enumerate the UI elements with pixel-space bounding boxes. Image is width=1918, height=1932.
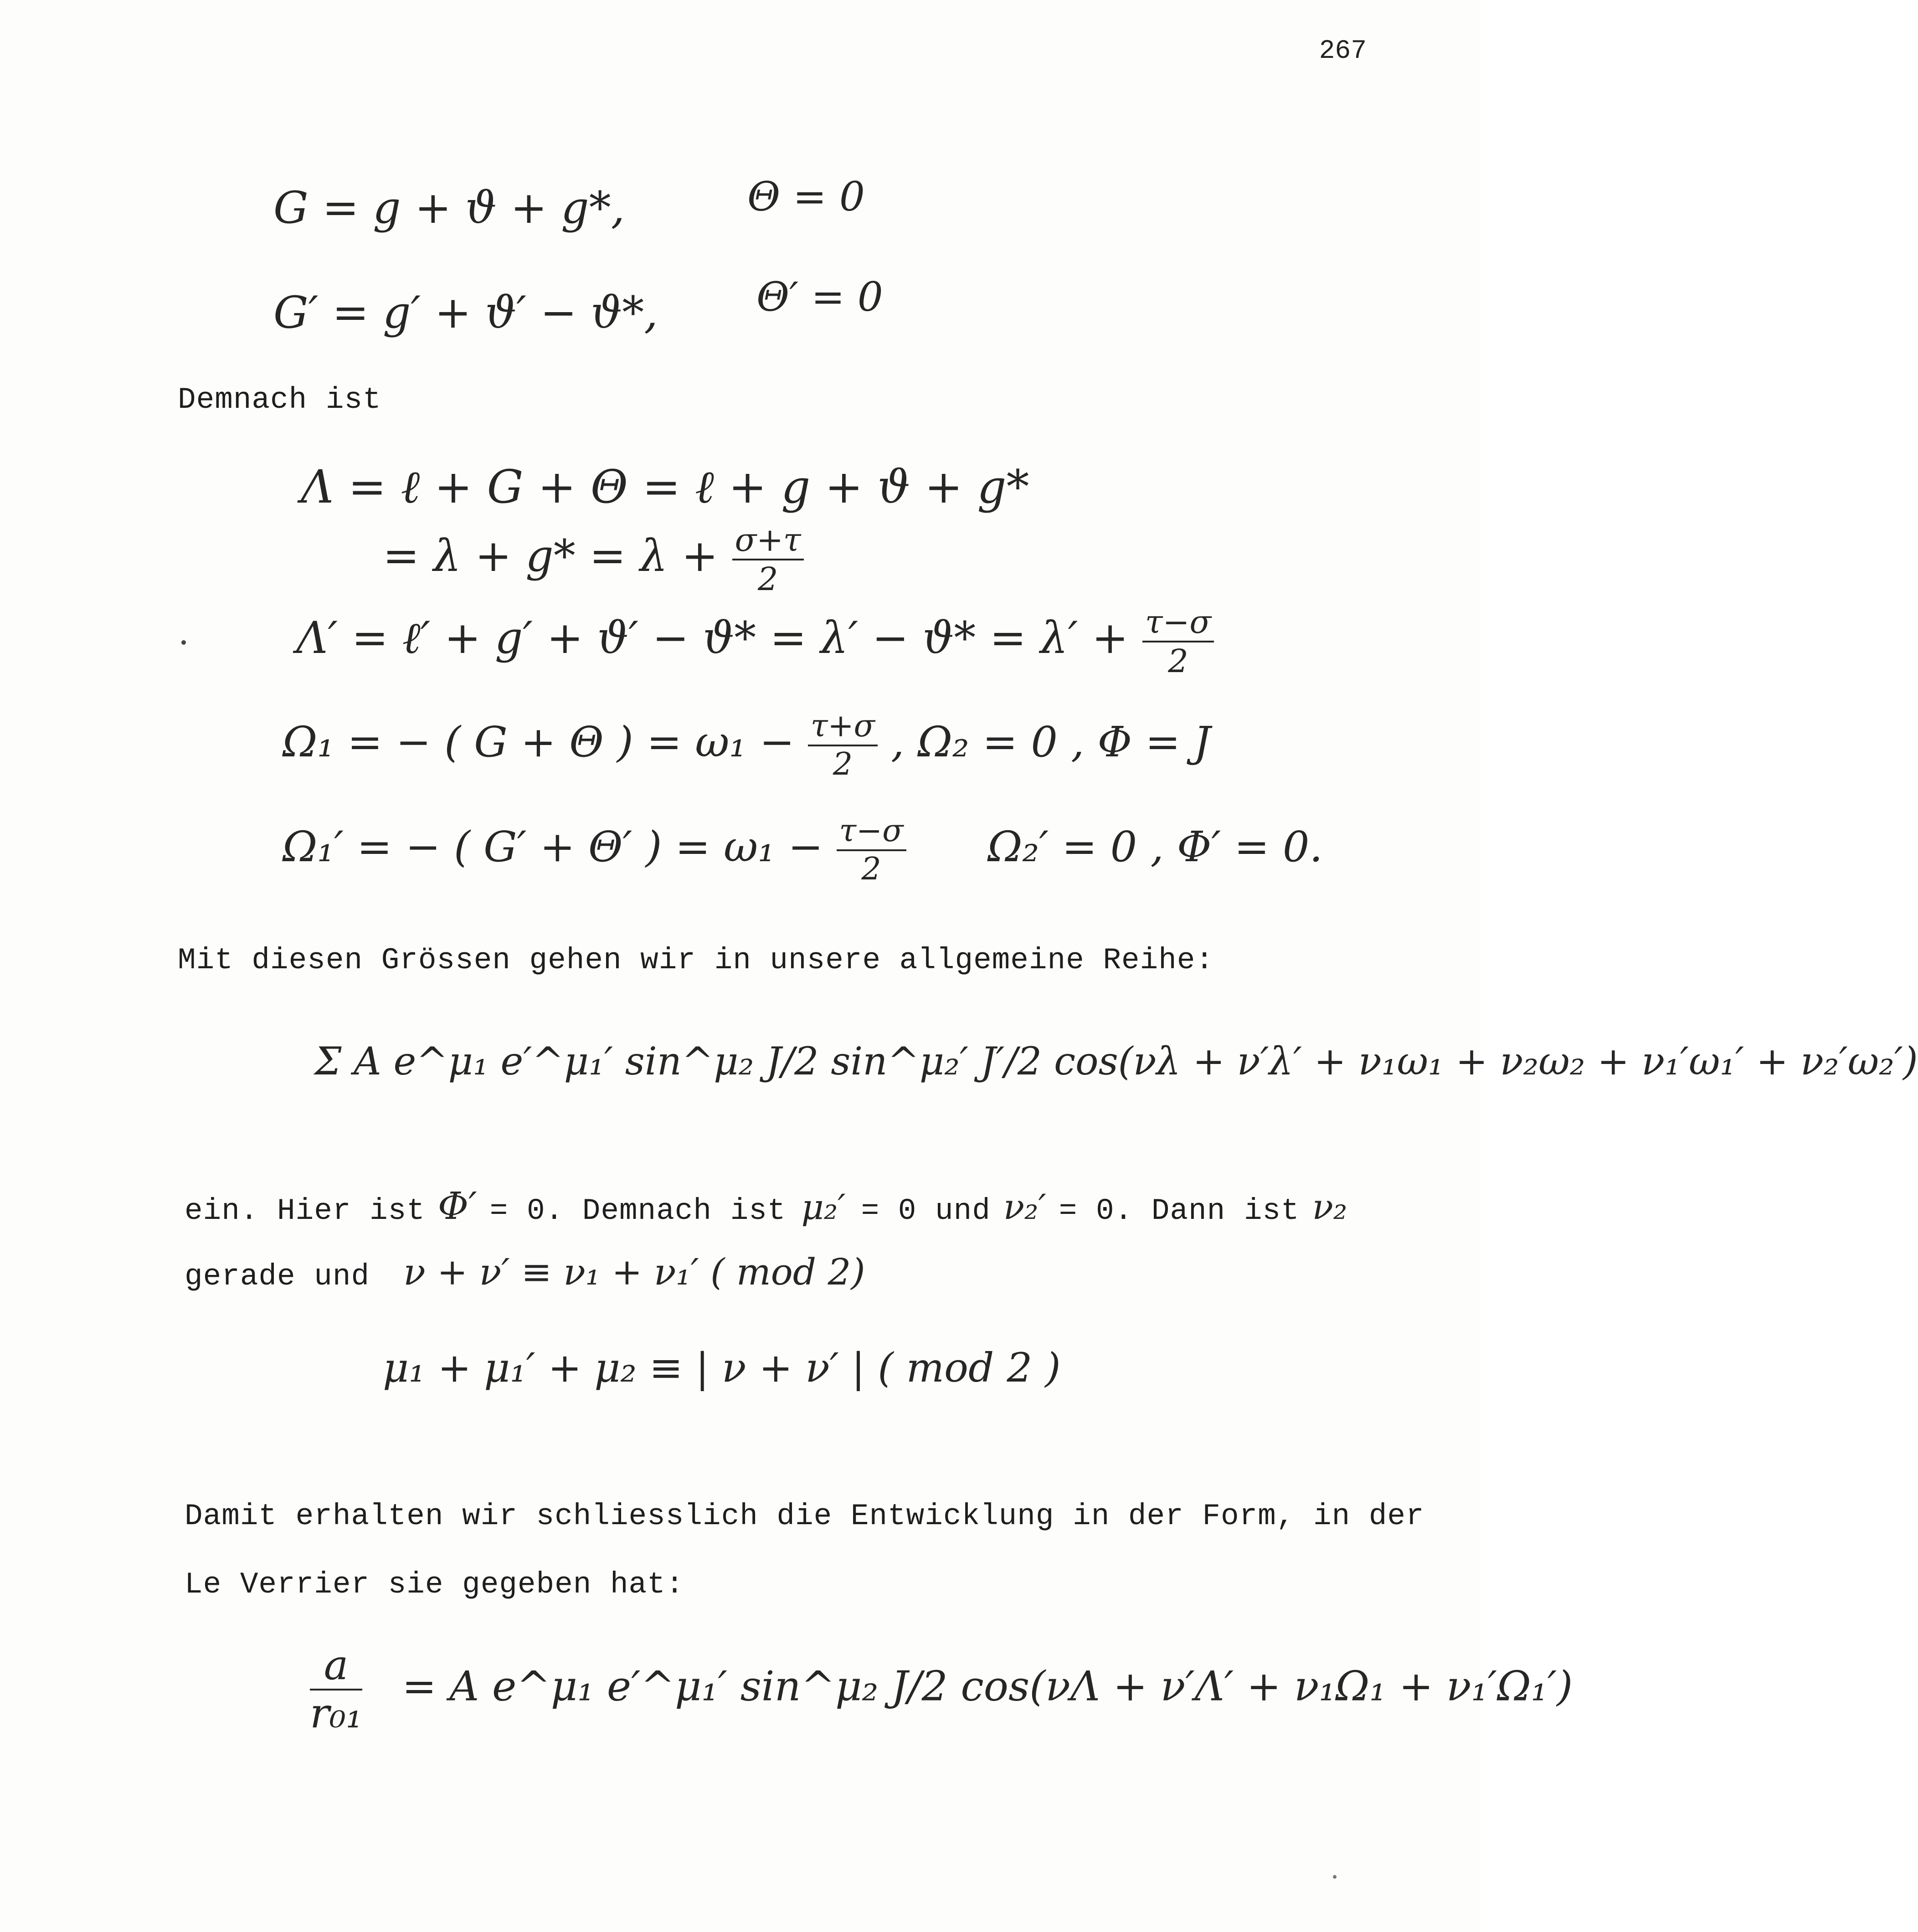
- equation-omega-one-lhs: Ω₁ = − ( G + Θ ) = ω₁ −: [283, 717, 795, 766]
- fraction-a-over-r01: [310, 1641, 363, 1737]
- equation-omega-one-rhs: , Ω₂ = 0 , Φ = J: [891, 717, 1211, 766]
- text-mit-diesen: Mit diesen Grössen gehen wir in unsere allgemeine Reihe:: [178, 943, 1214, 977]
- fraction-numerator: τ−σ: [837, 816, 906, 851]
- fraction-denominator: r₀₁: [310, 1690, 363, 1737]
- text-ein-part1: ein. Hier ist: [185, 1194, 425, 1228]
- fraction-denominator: 2: [861, 851, 881, 887]
- text-ein-part3: = 0 und: [861, 1194, 991, 1228]
- equation-lambda: Λ = ℓ + G + Θ = ℓ + g + ϑ + g*: [301, 460, 1029, 514]
- equation-omega-one-prime-rhs: Ω₂′ = 0 , Φ′ = 0.: [987, 822, 1323, 871]
- fraction-numerator: τ+σ: [808, 711, 878, 746]
- fraction-tau-minus-sigma-2: [837, 813, 906, 887]
- equation-lambda-cont: [383, 521, 804, 598]
- text-ein-part4: = 0. Dann ist: [1059, 1194, 1300, 1228]
- text-gerade-und: gerade und: [185, 1259, 370, 1294]
- hand-mu-two-prime: μ₂′: [801, 1187, 846, 1227]
- fraction-tau-minus-sigma: [1142, 603, 1214, 680]
- equation-final: [310, 1641, 1573, 1737]
- equation-lambda-prime-lhs: Λ′ = ℓ′ + g′ + ϑ′ − ϑ* = λ′ − ϑ* = λ′ +: [296, 612, 1129, 663]
- equation-congruence-mu: μ₁ + μ₁′ + μ₂ ≡ | ν + ν′ | ( mod 2 ): [383, 1344, 1061, 1391]
- equation-omega-one-prime-lhs: Ω₁′ = − ( G′ + Θ′ ) = ω₁ −: [283, 822, 823, 871]
- equation-final-rhs: = A e^μ₁ e′^μ₁′ sin^μ₂ J/2 cos(νΛ + ν′Λ′ + ν₁Ω₁ + ν₁′Ω₁′): [402, 1662, 1573, 1711]
- fraction-numerator: a: [310, 1645, 362, 1690]
- text-line-ein: [185, 1185, 1347, 1228]
- page-number: 267: [1319, 36, 1367, 66]
- fraction-tau-plus-sigma: [808, 708, 878, 782]
- text-le-verrier: Le Verrier sie gegeben hat:: [185, 1567, 684, 1602]
- fraction-sigma-plus-tau: [732, 521, 804, 598]
- equation-omega-one: [283, 708, 1211, 782]
- hand-nu-two: ν₂: [1312, 1187, 1347, 1227]
- equation-theta: Θ = 0: [747, 173, 865, 220]
- equation-omega-one-prime: [283, 813, 1323, 887]
- fraction-denominator: 2: [1168, 642, 1188, 680]
- fraction-denominator: 2: [757, 560, 778, 598]
- equation-G: G = g + ϑ + g*,: [273, 182, 625, 233]
- equation-lambda-cont-lhs: = λ + g* = λ +: [383, 530, 718, 581]
- text-demnach-ist: Demnach ist: [178, 383, 381, 417]
- equation-congruence-nu: ν + ν′ ≡ ν₁ + ν₁′ ( mod 2): [403, 1251, 865, 1293]
- equation-lambda-prime: [296, 603, 1214, 680]
- fraction-numerator: τ−σ: [1142, 606, 1214, 642]
- fraction-numerator: σ+τ: [732, 524, 804, 560]
- stray-dot: [181, 640, 186, 645]
- stray-mark: [1333, 1875, 1337, 1879]
- text-ein-part2: = 0. Demnach ist: [489, 1194, 786, 1228]
- hand-nu-two-prime: ν₂′: [1003, 1187, 1046, 1227]
- equation-theta-prime: Θ′ = 0: [756, 273, 883, 320]
- text-line-gerade: [185, 1251, 865, 1294]
- hand-phi-prime: Φ′: [437, 1185, 477, 1228]
- fraction-denominator: 2: [833, 746, 853, 782]
- equation-general-series: Σ A e^μ₁ e′^μ₁′ sin^μ₂ J/2 sin^μ₂′ J′/2 cos(νλ + ν′λ′ + ν₁ω₁ + ν₂ω₂ + ν₁′ω₁′ + ν₂′ω₂′): [314, 1039, 1918, 1084]
- text-damit: Damit erhalten wir schliesslich die Entwicklung in der Form, in der: [185, 1499, 1424, 1533]
- equation-G-prime: G′ = g′ + ϑ′ − ϑ*,: [273, 287, 658, 338]
